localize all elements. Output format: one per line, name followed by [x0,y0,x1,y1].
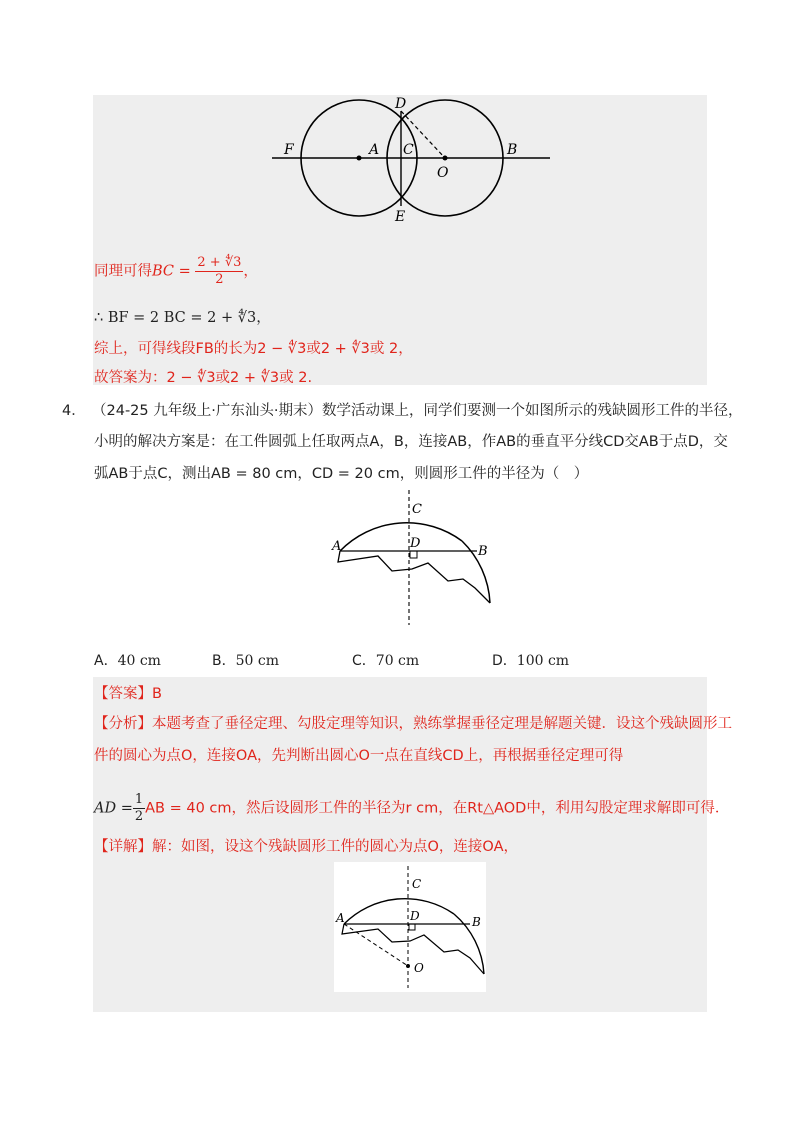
same-reason-prefix: 同理可得 [94,263,152,280]
option-a-label: A． [94,653,118,669]
analysis-line-2: 件的圆心为点O，连接OA，先判断出圆心O一点在直线CD上，再根据垂径定理可得 [94,748,624,764]
bc-var: BC [152,263,175,280]
solution-figure [334,862,486,992]
half-fraction [133,792,145,825]
question-line-3: 弧AB于点C，测出AB = 80 cm，CD = 20 cm，则圆形工件的半径为（ ） [94,466,589,482]
label-F: F [284,142,294,158]
analysis-line-1: 【分析】本题考查了垂径定理、勾股定理等知识，熟练掌握垂径定理是解题关键．设这个残缺圆形工 [94,716,732,732]
bc-numerator: 2 + ∜3 [197,255,242,270]
option-d[interactable] [492,650,569,670]
two-circles-figure [262,95,562,230]
question-line-2: 小明的解决方案是：在工件圆弧上任取两点A，B，连接AB，作AB的垂直平分线CD交AB于点D，交 [94,434,728,450]
q-label-B: B [478,544,488,559]
label-D: D [395,96,407,112]
bc-denominator: 2 [215,272,224,287]
s-label-A: A [336,911,345,925]
option-d-label: D． [492,653,517,669]
option-a-value: 40 cm [117,653,161,669]
bc-fraction [195,255,243,288]
question-number: 4． [62,403,86,419]
label-C: C [403,142,414,158]
s-label-C: C [412,877,422,891]
q-label-D: D [410,536,421,551]
half-numerator: 1 [134,792,144,807]
q-label-A: A [332,539,342,554]
half-denominator: 2 [134,809,144,824]
s-label-O: O [414,961,424,975]
answer-line-top: 故答案为：2 − ∜3或2 + ∜3或 2. [94,370,313,386]
ad-suffix: AB = 40 cm，然后设圆形工件的半径为r cm，在Rt△AOD中，利用勾股定理求解即可得． [145,800,730,817]
same-reason-suffix: ， [243,263,258,280]
label-E: E [395,209,406,225]
option-d-value: 100 cm [516,653,570,669]
broken-circle-figure [330,485,500,635]
option-c-value: 70 cm [375,653,420,669]
option-c[interactable] [352,650,419,670]
option-c-label: C． [352,653,376,669]
option-b[interactable] [212,650,279,670]
bf-line: ∴ BF = 2 BC = 2 + ∜3， [94,310,271,326]
label-B: B [507,142,518,158]
option-b-label: B． [212,653,236,669]
detail-line: 【详解】解：如图，设这个残缺圆形工件的圆心为点O，连接OA， [94,839,518,855]
question-line-1: （24-25 九年级上·广东汕头·期末）数学活动课上，同学们要测一个如图所示的残缺圆形工件的半径， [92,403,743,419]
s-label-B: B [472,915,481,929]
option-a[interactable] [94,650,161,670]
option-b-value: 50 cm [235,653,279,669]
analysis-line-3 [94,792,729,825]
ad-prefix: AD = [94,800,133,817]
summary-line: 综上，可得线段FB的长为2 − ∜3或2 + ∜3或 2， [94,341,413,357]
label-O: O [437,165,449,181]
label-A: A [369,142,380,158]
answer-label: 【答案】B [94,686,162,702]
q-label-C: C [412,502,422,517]
same-reason-line: 同理可得BC = $\frac{2 + ∜3}{2}$ ， [94,255,258,287]
s-label-D: D [410,909,420,923]
